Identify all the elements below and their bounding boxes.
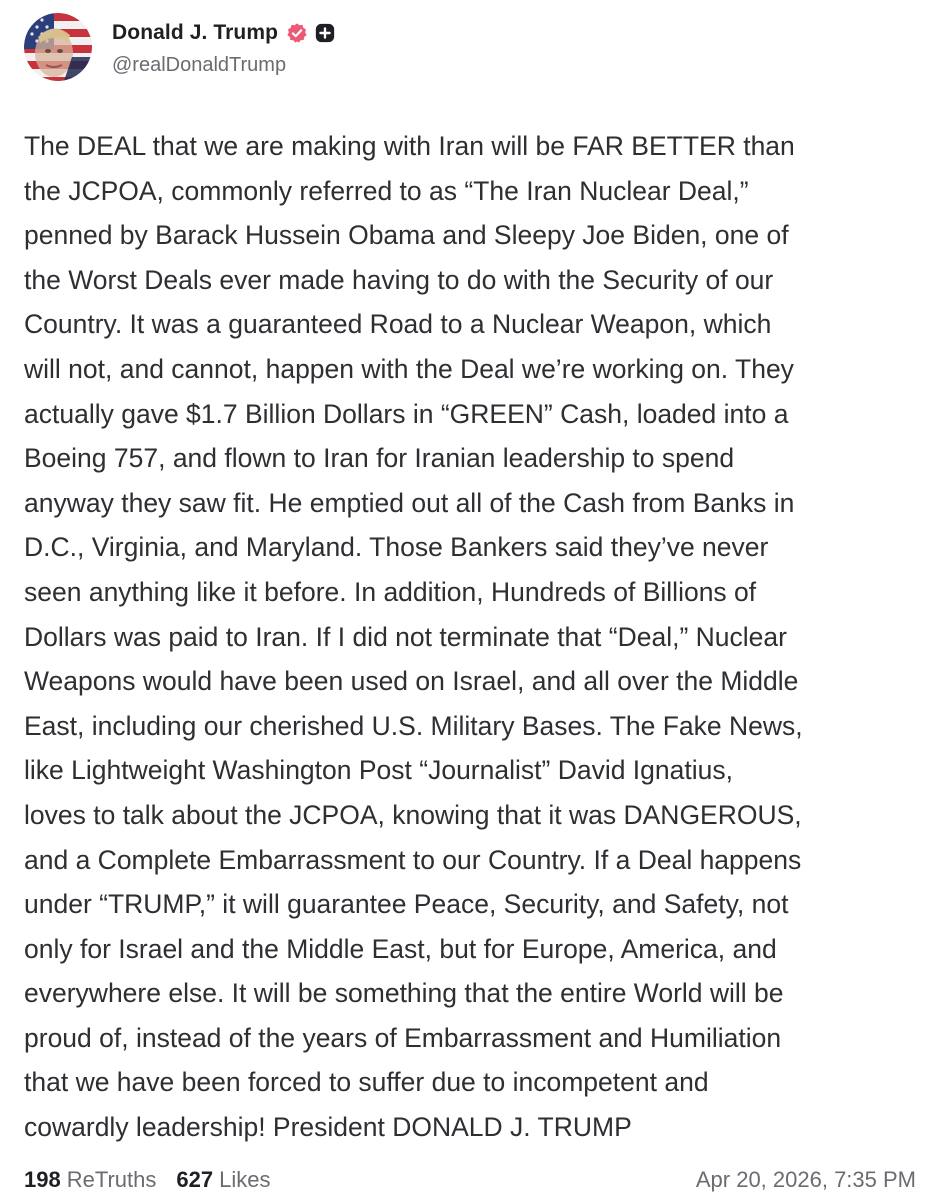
post-header xyxy=(24,12,336,82)
post-line: seen anything like it before. In addition, Hundreds of Billions of xyxy=(24,576,757,607)
post-line: will not, and cannot, happen with the Deal we’re working on. They xyxy=(24,353,794,384)
post-body xyxy=(24,124,924,1150)
post-line: everywhere else. It will be something that the entire World will be xyxy=(24,978,784,1009)
post-line: that we have been forced to suffer due to incompetent and xyxy=(24,1067,709,1098)
plus-icon[interactable] xyxy=(314,22,336,44)
post-line: penned by Barack Hussein Obama and Sleepy Joe Biden, one of xyxy=(24,220,789,251)
engagement-stats xyxy=(24,1167,270,1193)
post-line: and a Complete Embarrassment to our Country. If a Deal happens xyxy=(24,844,802,875)
author-name-row xyxy=(112,18,336,48)
avatar[interactable] xyxy=(24,13,92,81)
verified-badge-icon xyxy=(286,22,308,44)
likes-label: Likes xyxy=(219,1167,271,1192)
retruths-stat[interactable] xyxy=(24,1167,156,1193)
likes-stat[interactable] xyxy=(176,1167,270,1193)
avatar-image xyxy=(24,13,92,81)
post-line: only for Israel and the Middle East, but for Europe, America, and xyxy=(24,933,777,964)
author-identity xyxy=(112,18,336,77)
post-line: like Lightweight Washington Post “Journalist” David Ignatius, xyxy=(24,755,733,786)
author-display-name[interactable]: Donald J. Trump xyxy=(112,20,279,44)
post-line: cowardly leadership! President DONALD J. TRUMP xyxy=(24,1112,632,1143)
post-line: D.C., Virginia, and Maryland. Those Bankers said they’ve never xyxy=(24,532,769,563)
post-timestamp[interactable]: Apr 20, 2026, 7:35 PM xyxy=(695,1167,916,1192)
post-line: under “TRUMP,” it will guarantee Peace, Security, and Safety, not xyxy=(24,889,789,920)
post-line: Country. It was a guaranteed Road to a Nuclear Weapon, which xyxy=(24,309,772,340)
retruths-label: ReTruths xyxy=(66,1167,157,1192)
post-line: loves to talk about the JCPOA, knowing that it was DANGEROUS, xyxy=(24,799,802,830)
post-footer xyxy=(24,1160,916,1200)
post-line: anyway they saw fit. He emptied out all of the Cash from Banks in xyxy=(24,487,795,518)
post-line: East, including our cherished U.S. Military Bases. The Fake News, xyxy=(24,710,803,741)
post-line: the JCPOA, commonly referred to as “The Iran Nuclear Deal,” xyxy=(24,175,749,206)
post-line: proud of, instead of the years of Embarrassment and Humiliation xyxy=(24,1022,782,1053)
post-line: actually gave $1.7 Billion Dollars in “GREEN” Cash, loaded into a xyxy=(24,398,789,429)
post-line: the Worst Deals ever made having to do with the Security of our xyxy=(24,264,774,295)
author-handle[interactable]: @realDonaldTrump xyxy=(112,53,287,76)
retruths-count: 198 xyxy=(24,1167,61,1192)
post-line: Boeing 757, and flown to Iran for Iranian leadership to spend xyxy=(24,443,735,474)
post-line: The DEAL that we are making with Iran will be FAR BETTER than xyxy=(24,131,795,161)
likes-count: 627 xyxy=(176,1167,214,1192)
post-line: Dollars was paid to Iran. If I did not terminate that “Deal,” Nuclear xyxy=(24,621,787,652)
post-line: Weapons would have been used on Israel, and all over the Middle xyxy=(24,666,799,697)
